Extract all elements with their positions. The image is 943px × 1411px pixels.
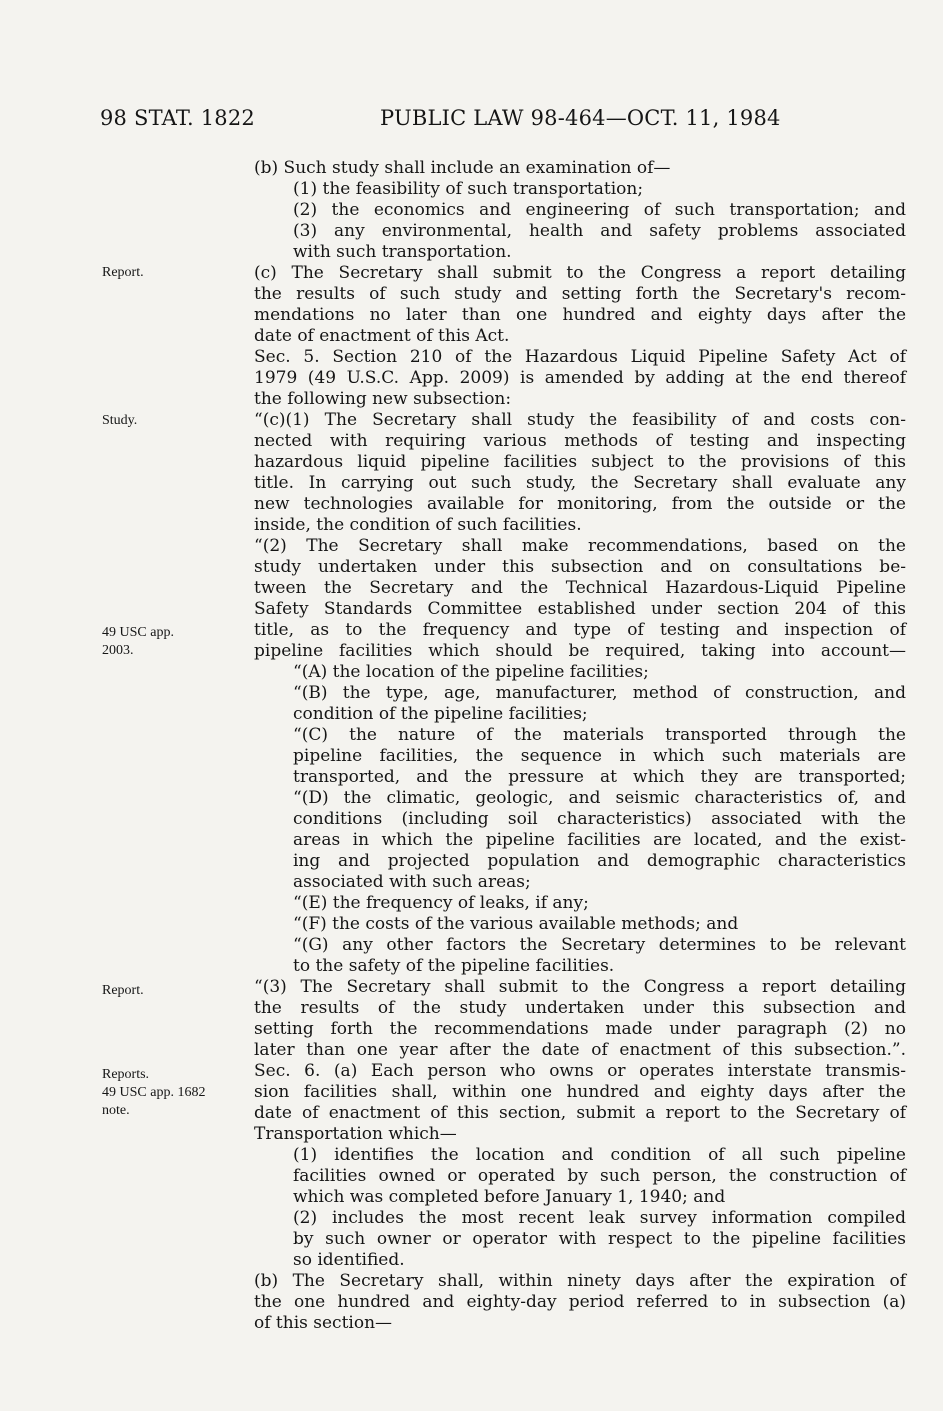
text-line: “(2) The Secretary shall make recommendations, based on the: [254, 536, 906, 556]
text-line: inside, the condition of such facilities.: [254, 515, 582, 535]
text-line: (2) includes the most recent leak survey information compiled: [293, 1208, 906, 1228]
margin-note-reports-usc: Reports. 49 USC app. 1682 note.: [102, 1067, 206, 1118]
text-line: date of enactment of this Act.: [254, 326, 510, 346]
margin-note-report: Report.: [102, 983, 144, 998]
text-line: areas in which the pipeline facilities are located, and the exist-: [293, 830, 906, 850]
text-line: associated with such areas;: [293, 872, 531, 892]
text-line: “(B) the type, age, manufacturer, method of construction, and: [293, 683, 906, 703]
text-line: title. In carrying out such study, the Secretary shall evaluate any: [254, 473, 906, 493]
text-line: (b) Such study shall include an examination of—: [254, 158, 671, 178]
text-line: (1) the feasibility of such transportation;: [293, 179, 644, 199]
text-line: by such owner or operator with respect to the pipeline facilities: [293, 1229, 906, 1249]
text-line: the results of the study undertaken under this subsection and: [254, 998, 906, 1018]
text-line: “(3) The Secretary shall submit to the Congress a report detailing: [254, 977, 906, 997]
text-line: hazardous liquid pipeline facilities subject to the provisions of this: [254, 452, 906, 472]
text-line: condition of the pipeline facilities;: [293, 704, 588, 724]
text-line: 1979 (49 U.S.C. App. 2009) is amended by adding at the end thereof: [254, 368, 906, 388]
text-line: the results of such study and setting forth the Secretary's recom-: [254, 284, 906, 304]
text-line: “(c)(1) The Secretary shall study the feasibility of and costs con-: [254, 410, 906, 430]
margin-note-study: Study.: [102, 413, 138, 428]
margin-note-report: Report.: [102, 265, 144, 280]
text-line: transported, and the pressure at which they are transported;: [293, 767, 906, 787]
text-line: Transportation which—: [254, 1124, 457, 1144]
text-line: (c) The Secretary shall submit to the Congress a report detailing: [254, 263, 906, 283]
text-line: (1) identifies the location and condition of all such pipeline: [293, 1145, 906, 1165]
text-line: (b) The Secretary shall, within ninety days after the expiration of: [254, 1271, 906, 1291]
text-line: with such transportation.: [293, 242, 512, 262]
text-line: “(D) the climatic, geologic, and seismic characteristics of, and: [293, 788, 906, 808]
text-line: “(F) the costs of the various available methods; and: [293, 914, 739, 934]
text-line: Sec. 6. (a) Each person who owns or operates interstate transmis-: [254, 1061, 906, 1081]
text-line: facilities owned or operated by such person, the construction of: [293, 1166, 906, 1186]
text-line: tween the Secretary and the Technical Hazardous-Liquid Pipeline: [254, 578, 906, 598]
text-line: nected with requiring various methods of testing and inspecting: [254, 431, 906, 451]
text-line: so identified.: [293, 1250, 405, 1270]
text-line: “(G) any other factors the Secretary determines to be relevant: [293, 935, 906, 955]
statute-page-reference: 98 STAT. 1822: [100, 106, 255, 130]
text-line: (3) any environmental, health and safety problems associated: [293, 221, 906, 241]
text-line: “(A) the location of the pipeline facilities;: [293, 662, 649, 682]
text-line: Sec. 5. Section 210 of the Hazardous Liquid Pipeline Safety Act of: [254, 347, 906, 367]
margin-note-usc-citation: 49 USC app. 2003.: [102, 625, 174, 658]
text-line: conditions (including soil characteristics) associated with the: [293, 809, 906, 829]
text-line: pipeline facilities which should be required, taking into account—: [254, 641, 906, 661]
text-line: sion facilities shall, within one hundred and eighty days after the: [254, 1082, 906, 1102]
text-line: the following new subsection:: [254, 389, 512, 409]
text-line: “(C) the nature of the materials transported through the: [293, 725, 906, 745]
text-line: the one hundred and eighty-day period referred to in subsection (a): [254, 1292, 906, 1312]
text-line: study undertaken under this subsection and on consultations be-: [254, 557, 906, 577]
text-line: (2) the economics and engineering of such transportation; and: [293, 200, 906, 220]
text-line: date of enactment of this section, submit a report to the Secretary of: [254, 1103, 906, 1123]
text-line: pipeline facilities, the sequence in which such materials are: [293, 746, 906, 766]
text-line: to the safety of the pipeline facilities.: [293, 956, 615, 976]
text-line: which was completed before January 1, 1940; and: [293, 1187, 726, 1207]
public-law-title: PUBLIC LAW 98-464—OCT. 11, 1984: [380, 106, 781, 130]
text-line: new technologies available for monitoring, from the outside or the: [254, 494, 906, 514]
text-line: mendations no later than one hundred and eighty days after the: [254, 305, 906, 325]
text-line: of this section—: [254, 1313, 393, 1333]
text-line: setting forth the recommendations made under paragraph (2) no: [254, 1019, 906, 1039]
text-line: later than one year after the date of enactment of this subsection.”.: [254, 1040, 906, 1060]
text-line: ing and projected population and demographic characteristics: [293, 851, 906, 871]
text-line: Safety Standards Committee established under section 204 of this: [254, 599, 906, 619]
text-line: title, as to the frequency and type of testing and inspection of: [254, 620, 906, 640]
text-line: “(E) the frequency of leaks, if any;: [293, 893, 589, 913]
